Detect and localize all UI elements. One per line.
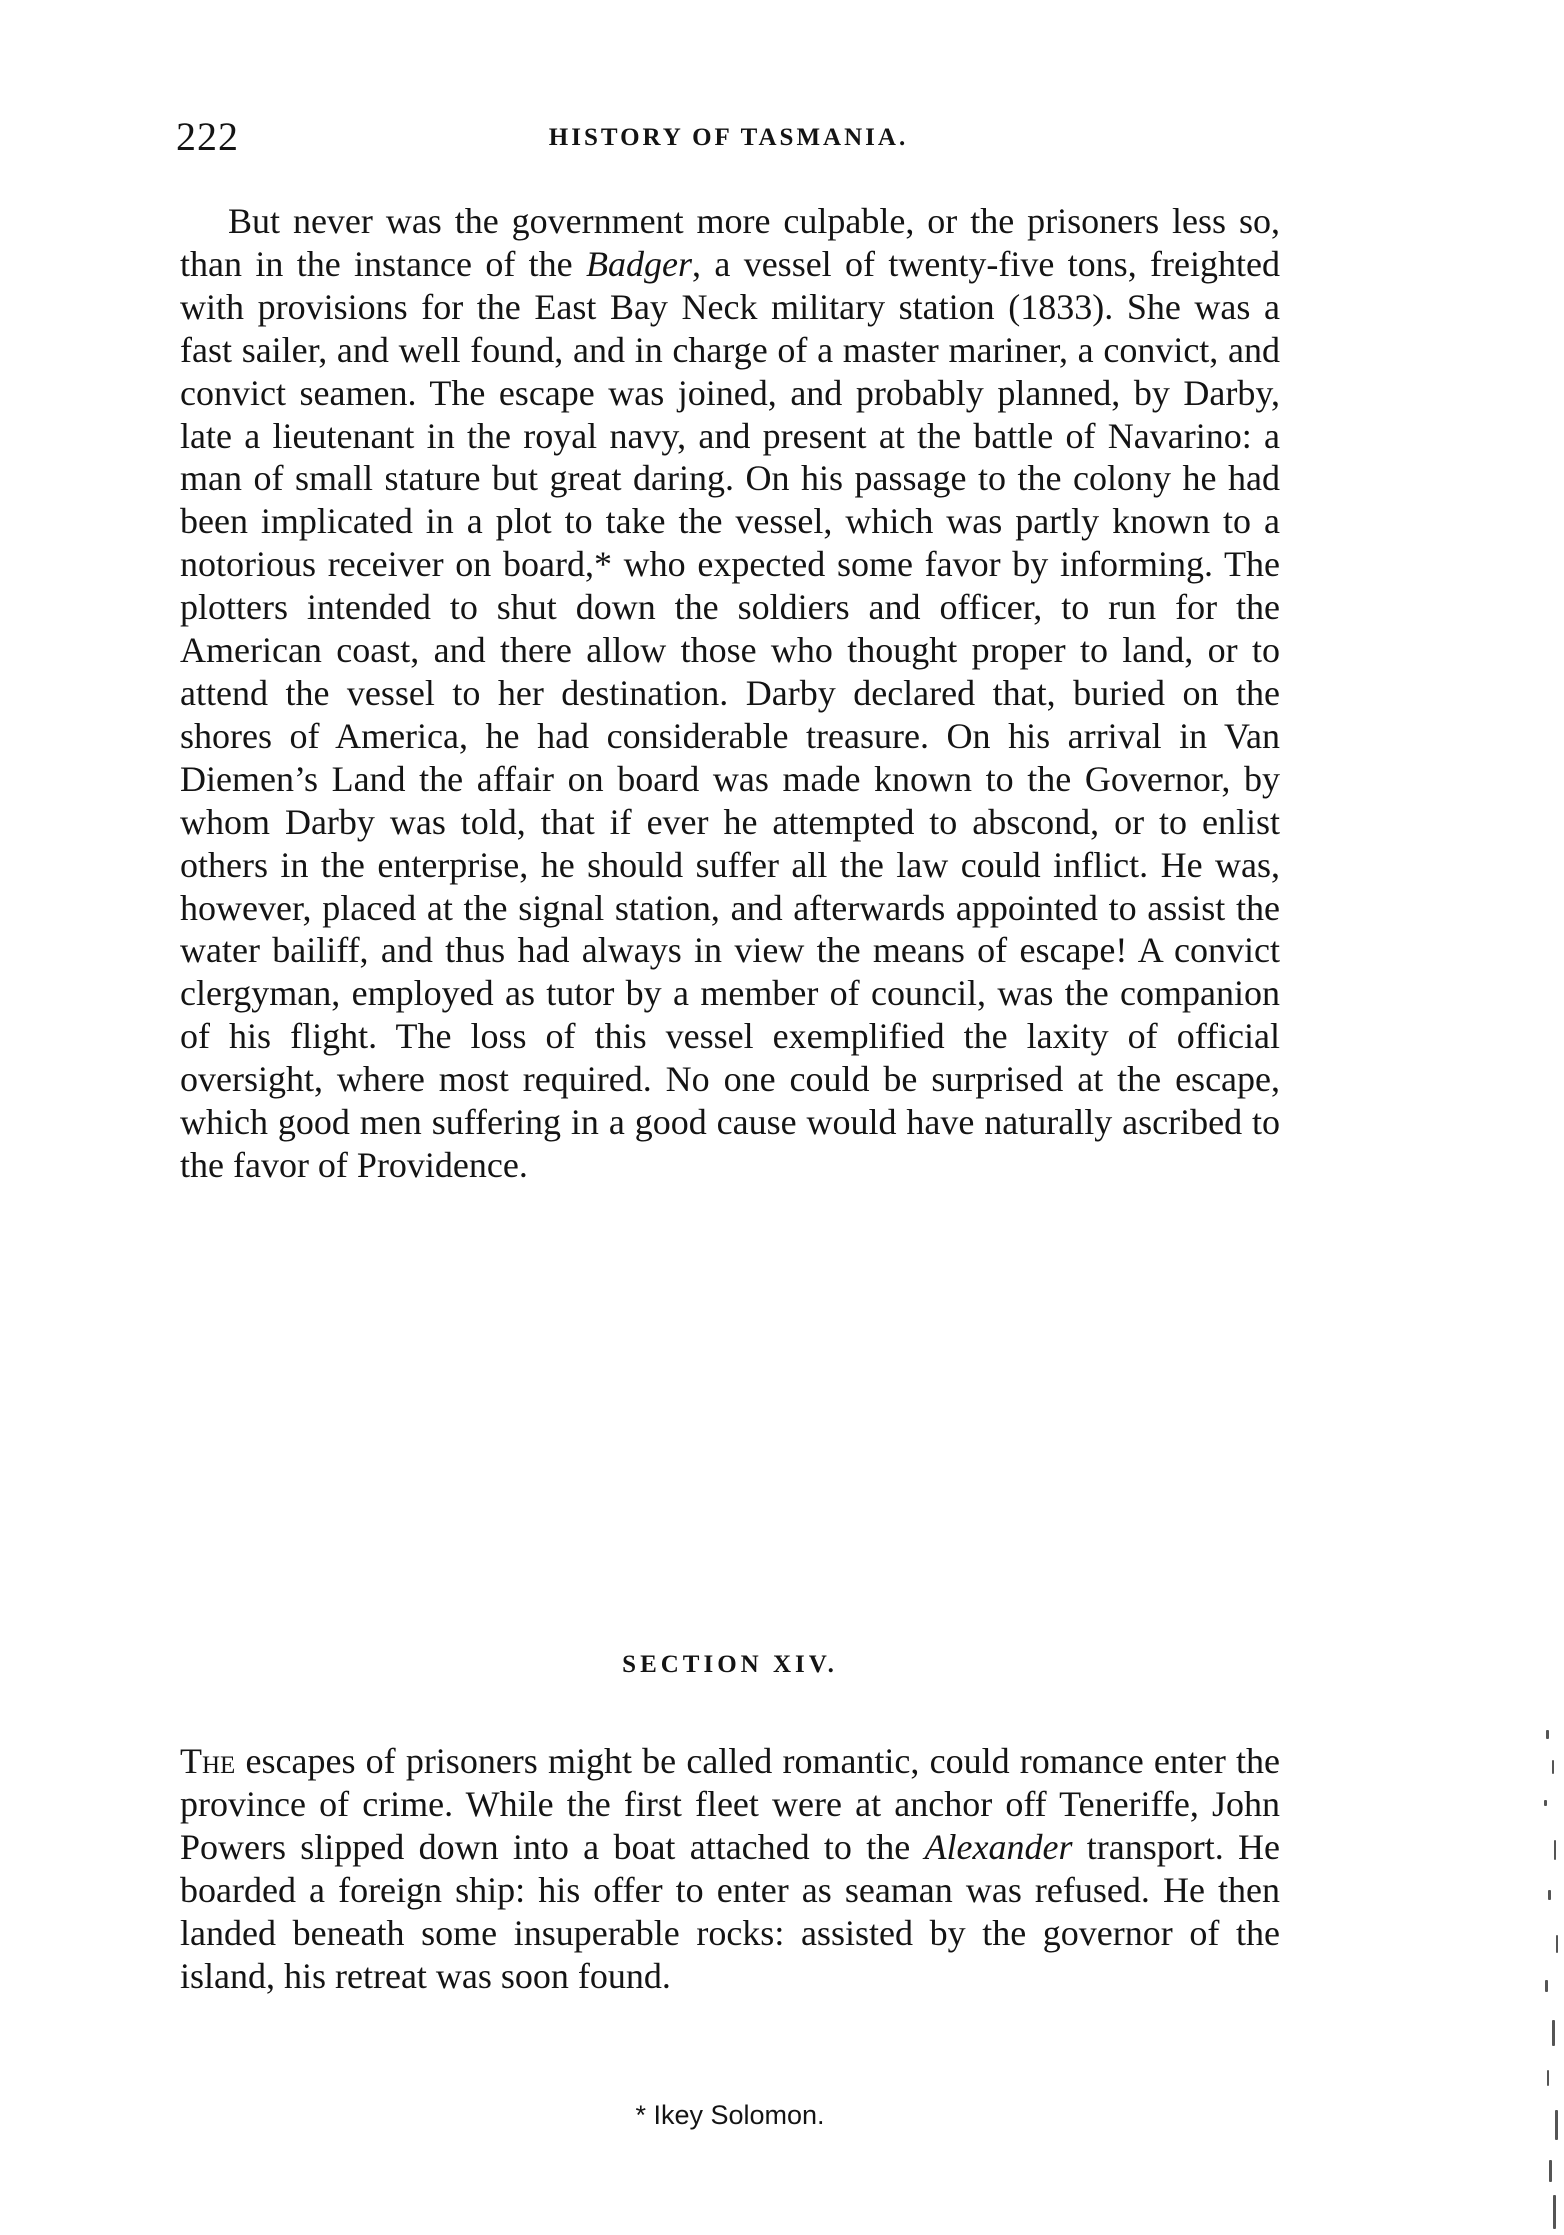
paragraph-2-text-end: transport. He boarded a foreign ship: his offer to enter as seaman was refused. He then landed beneath some insuperable rocks: assisted by the governor of the island, his retreat was soon found. (180, 1826, 1280, 1996)
body-paragraph-1 (180, 200, 1280, 1187)
ship-name-alexander: Alexander (924, 1826, 1073, 1867)
paragraph-2-text-start: escapes of prisoners might be called romantic, could romance enter the province of crime. While the first fleet were at anchor off Teneriffe, John Powers slipped down into a boat attached to the (180, 1741, 1280, 1867)
section-heading: SECTION XIV. (622, 1651, 838, 1678)
page-header (176, 112, 1281, 162)
body-paragraph-2 (180, 1740, 1280, 1997)
ship-name-badger: Badger (586, 243, 693, 284)
page-number: 222 (176, 114, 239, 159)
paragraph-1-text-start: But never was the government more culpable, or the prisoners less so, than in the instance of the (180, 201, 1280, 284)
footnote: * Ikey Solomon. (635, 2100, 825, 2130)
scan-edge-artifact (1540, 1720, 1564, 2235)
paragraph-1-text-end: , a vessel of twenty-five tons, freighted with provisions for the East Bay Neck military station (1833). She was a fast sailer, and well found, and in charge of a master mariner, a convict, and convict seamen. The escape was joined, and probably planned, by Darby, late a lieutenant in the royal navy, and present at the battle of Navarino: a man of small stature but great daring. On his passage to the colony he had been implicated in a plot to take the vessel, which was partly known to a notorious receiver on board,* who expected some favor by informing. The plotters intended to shut down the soldiers and officer, to run for the American coast, and there allow those who thought proper to land, or to attend the vessel to her destination. Darby declared that, buried on the shores of America, he had considerable treasure. On his arrival in Van Diemen’s Land the affair on board was made known to the Governor, by whom Darby was told, that if ever he attempted to abscond, or to enlist others in the enterprise, he should suffer all the law could inflict. He was, however, placed at the signal station, and afterwards appointed to assist the water bailiff, and thus had always in view the means of escape! A convict clergyman, employed as tutor by a member of council, was the companion of his flight. The loss of this vessel exemplified the laxity of official oversight, where most required. No one could be surprised at the escape, which good men suffering in a good cause would have naturally ascribed to the favor of Providence. (180, 243, 1280, 1185)
running-head: HISTORY OF TASMANIA. (548, 124, 909, 151)
paragraph-2-lead-word: The (180, 1741, 236, 1781)
